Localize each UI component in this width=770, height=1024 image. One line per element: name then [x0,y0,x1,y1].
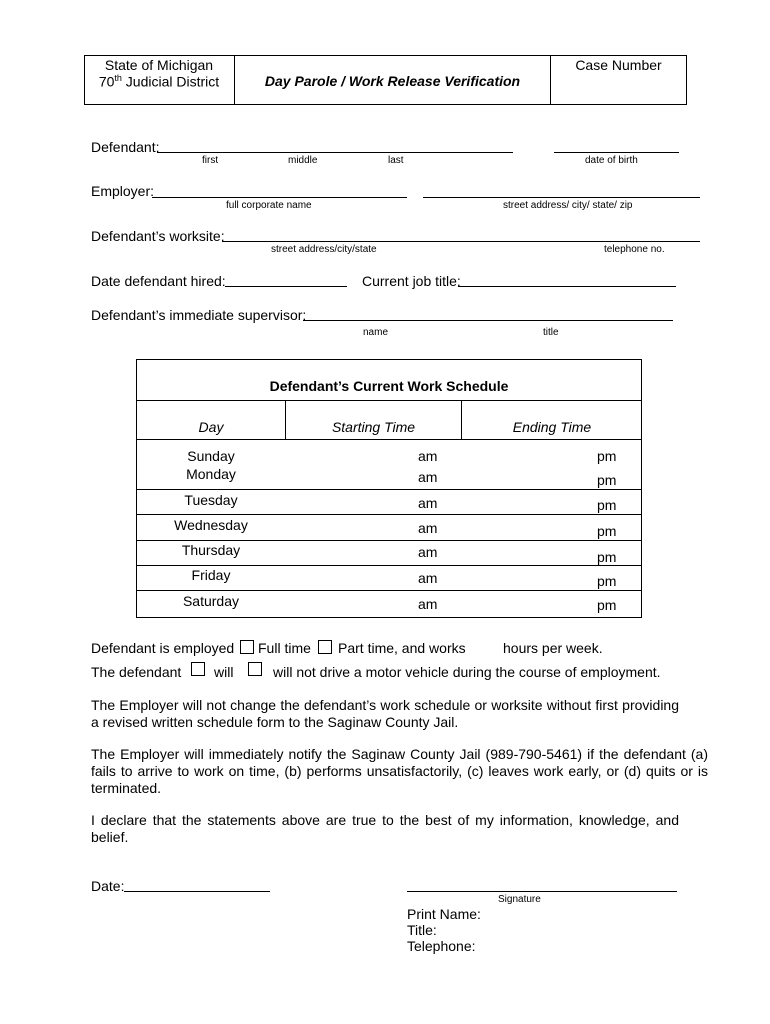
will-drive-checkbox[interactable] [191,662,205,676]
corporate-name-caption: full corporate name [226,200,312,211]
district-suffix: th [114,73,122,83]
hours-per-week-label: hours per week. [503,640,603,656]
start-am-sunday: am [418,448,438,464]
schedule-row-rule [136,565,642,566]
supervisor-name-caption: name [363,327,389,338]
day-monday: Monday [186,466,236,482]
employer-address-caption: street address/ city/ state/ zip [503,200,633,211]
schedule-title: Defendant’s Current Work Schedule [269,378,509,394]
telephone-caption: telephone no. [604,244,665,255]
employer-label: Employer: [91,183,155,199]
schedule-row-rule [136,540,642,541]
defendant-name-field[interactable] [157,152,513,153]
schedule-header-rule-top [136,400,642,401]
start-am-friday: am [418,570,438,586]
job-title-label: Current job title: [362,273,461,289]
print-name-label: Print Name: [407,906,481,922]
col-start-header: Starting Time [331,419,416,435]
worksite-field[interactable] [222,241,700,242]
day-sunday: Sunday [187,448,235,464]
start-am-tuesday: am [418,495,438,511]
the-defendant-label: The defendant [91,664,182,680]
day-tuesday: Tuesday [184,492,238,508]
end-pm-friday: pm [597,573,617,589]
notification-statement: The Employer will immediately notify the Saginaw County Jail (989-790-5461) if the defendant (a) fails to arrive to work on time, (b) performs unsatisfactorily, (c) leaves work early, or (d) quits or is terminated. [91,746,708,796]
middle-name-caption: middle [288,155,318,166]
start-am-wednesday: am [418,520,438,536]
schedule-header-rule-bottom [136,439,642,440]
supervisor-title-caption: title [543,327,559,338]
employed-label: Defendant is employed [91,640,235,656]
court-state: State of Michigan [104,57,214,73]
end-pm-monday: pm [597,472,617,488]
end-pm-tuesday: pm [597,497,617,513]
date-label: Date: [91,878,125,894]
will-not-drive-checkbox[interactable] [248,662,262,676]
district-rest: Judicial District [121,73,220,90]
last-name-caption: last [388,155,404,166]
day-saturday: Saturday [182,593,240,609]
supervisor-field[interactable] [303,320,673,321]
worksite-address-caption: street address/city/state [271,244,377,255]
telephone-label: Telephone: [407,938,476,954]
start-am-monday: am [418,469,438,485]
full-time-label: Full time [258,640,311,656]
schedule-row-rule [136,489,642,490]
end-pm-wednesday: pm [597,523,617,539]
end-pm-sunday: pm [597,448,617,464]
first-name-caption: first [202,155,219,166]
end-pm-thursday: pm [597,549,617,565]
schedule-row-rule [136,514,642,515]
signature-caption: Signature [498,894,541,905]
declaration-statement: I declare that the statements above are true to the best of my information, knowledge, and belief. [91,812,679,845]
court-district [84,73,234,90]
worksite-label: Defendant’s worksite: [91,228,225,244]
job-title-field[interactable] [458,286,676,287]
form-title: Day Parole / Work Release Verification [264,73,521,89]
col-end-header: Ending Time [512,419,592,435]
signature-field[interactable] [407,891,677,892]
date-field[interactable] [124,891,270,892]
will-label: will [214,664,234,680]
day-thursday: Thursday [181,542,241,558]
schedule-row-rule [136,590,642,591]
case-number-label: Case Number [575,57,662,73]
part-time-label: Part time, and works [338,640,466,656]
col-day-header: Day [198,419,224,435]
full-time-checkbox[interactable] [240,640,254,654]
day-friday: Friday [191,567,231,583]
employer-name-field[interactable] [152,197,407,198]
supervisor-label: Defendant’s immediate supervisor: [91,307,307,323]
date-hired-field[interactable] [225,286,347,287]
date-of-birth-caption: date of birth [585,155,638,166]
date-of-birth-field[interactable] [554,152,679,153]
day-wednesday: Wednesday [174,517,248,533]
defendant-label: Defendant: [91,139,160,155]
will-not-label: will not drive a motor vehicle during the course of employment. [273,664,661,680]
start-am-thursday: am [418,544,438,560]
date-hired-label: Date defendant hired: [91,273,226,289]
district-number: 70 [98,73,115,90]
employer-address-field[interactable] [423,197,700,198]
schedule-change-statement: The Employer will not change the defendant’s work schedule or worksite without first providing a revised written schedule form to the Saginaw County Jail. [91,697,679,730]
start-am-saturday: am [418,596,438,612]
part-time-checkbox[interactable] [318,640,332,654]
end-pm-saturday: pm [597,597,617,613]
title-label: Title: [407,922,437,938]
